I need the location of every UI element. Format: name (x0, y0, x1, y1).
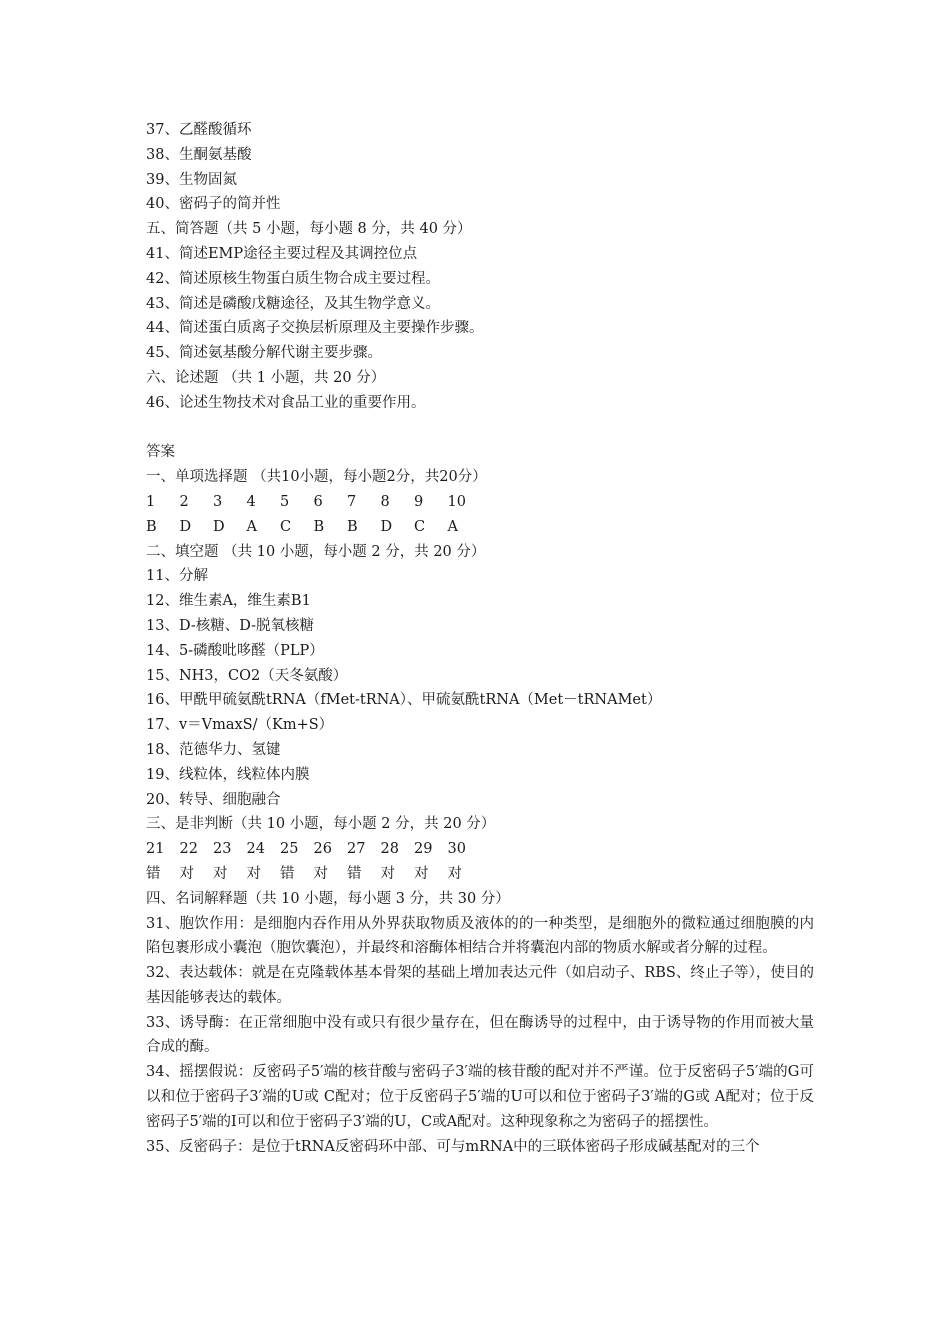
question-42: 42、简述原核生物蛋白质生物合成主要过程。 (146, 270, 440, 287)
answer-value: D (380, 518, 393, 535)
answer-number: 27 (347, 841, 366, 858)
question-45: 45、简述氨基酸分解代谢主要步骤。 (146, 345, 382, 362)
answer-value: 对 (313, 865, 328, 882)
answer-number: 2 (179, 493, 189, 510)
answer-value: 对 (246, 865, 261, 882)
answer-number: 7 (347, 493, 357, 510)
answer-value: A (447, 518, 458, 535)
answer-value: 对 (380, 865, 395, 882)
answers-section4-heading: 四、名词解释题（共 10 小题，每小题 3 分，共 30 分） (146, 890, 510, 907)
answer-33: 33、诱导酶：在正常细胞中没有或只有很少量存在，但在酶诱导的过程中，由于诱导物的作用而被大量合成的酶。 (146, 1014, 814, 1056)
answer-number: 28 (380, 841, 399, 858)
question-44: 44、简述蛋白质离子交换层析原理及主要操作步骤。 (146, 320, 484, 337)
answer-number: 5 (280, 493, 290, 510)
answer-15: 15、NH3，CO2（天冬氨酸） (146, 667, 348, 684)
question-37: 37、乙醛酸循环 (146, 122, 252, 138)
answer-value: B (347, 518, 358, 535)
answer-number: 4 (246, 493, 256, 510)
answer-12: 12、维生素A，维生素B1 (146, 593, 311, 610)
answer-value: 对 (213, 865, 228, 882)
question-46: 46、论述生物技术对食品工业的重要作用。 (146, 394, 426, 411)
answers-section3-values (146, 862, 814, 887)
document-body (146, 118, 814, 1159)
blank-line (146, 416, 814, 441)
answer-value: D (179, 518, 192, 535)
answer-11: 11、分解 (146, 568, 208, 585)
answer-31: 31、胞饮作用：是细胞内吞作用从外界获取物质及液体的的一种类型，是细胞外的微粒通过细胞膜的内陷包裹形成小囊泡（胞饮囊泡），并最终和溶酶体相结合并将囊泡内部的物质水解或者分解的过程。 (146, 915, 814, 957)
section-heading-essay: 六、论述题 （共 1 小题，共 20 分） (146, 369, 386, 386)
answer-number: 3 (213, 493, 223, 510)
answers-section1-values (146, 515, 814, 540)
answer-number: 10 (447, 493, 466, 510)
answer-value: 错 (146, 865, 161, 882)
question-41: 41、简述EMP途径主要过程及其调控位点 (146, 245, 418, 262)
answer-number: 1 (146, 493, 156, 510)
answer-value: 错 (347, 865, 362, 882)
answer-number: 22 (179, 841, 198, 858)
answer-number: 23 (213, 841, 232, 858)
question-43: 43、简述是磷酸戊糖途径，及其生物学意义。 (146, 295, 440, 312)
answer-number: 25 (280, 841, 299, 858)
answer-13: 13、D-核糖、D-脱氧核糖 (146, 617, 315, 634)
answer-number: 6 (313, 493, 323, 510)
answers-section3-numbers (146, 837, 814, 862)
answer-18: 18、范德华力、氢键 (146, 741, 281, 758)
answer-value: B (146, 518, 157, 535)
answer-16: 16、甲酰甲硫氨酰tRNA（fMet-tRNA）、甲硫氨酰tRNA（Met－tRNAMet） (146, 692, 662, 709)
answer-value: 错 (280, 865, 295, 882)
answer-value: C (280, 518, 292, 535)
answer-14: 14、5-磷酸吡哆醛（PLP） (146, 642, 324, 659)
answer-number: 21 (146, 841, 165, 858)
answer-number: 9 (414, 493, 424, 510)
answer-number: 26 (313, 841, 332, 858)
answers-title: 答案 (146, 444, 175, 461)
answer-number: 24 (246, 841, 265, 858)
answers-section2-heading: 二、填空题 （共 10 小题，每小题 2 分，共 20 分） (146, 543, 486, 560)
answer-17: 17、v＝VmaxS/（Km+S） (146, 717, 334, 734)
answer-value: 对 (414, 865, 429, 882)
answer-value: C (414, 518, 426, 535)
answer-value: D (213, 518, 225, 535)
answer-value: A (246, 518, 257, 535)
question-38: 38、生酮氨基酸 (146, 146, 252, 163)
answer-34: 34、摇摆假说：反密码子5′端的核苷酸与密码子3′端的核苷酸的配对并不严谨。位于反密码子5′端的G可以和位于密码子3′端的U或 C配对；位于反密码子5′端的U可以和位于密码子3′端的G或 A配对；位于反密码子5′端的I可以和位于密码子3′端的U，C或A配对。这种现象称之为密码子的摇摆性。 (146, 1064, 814, 1130)
answers-section1-heading: 一、单项选择题 （共10小题，每小题2分，共20分） (146, 469, 487, 486)
answer-value: 对 (447, 865, 462, 882)
answer-19: 19、线粒体，线粒体内膜 (146, 766, 310, 783)
answer-number: 8 (380, 493, 390, 510)
section-heading-short-answer: 五、简答题（共 5 小题，每小题 8 分，共 40 分） (146, 221, 472, 238)
answers-section1-numbers (146, 490, 814, 515)
answer-value: B (313, 518, 325, 535)
answer-number: 30 (447, 841, 466, 858)
answer-35: 35、反密码子：是位于tRNA反密码环中部、可与mRNA中的三联体密码子形成碱基配对的三个 (146, 1138, 760, 1155)
answer-value: 对 (179, 865, 194, 882)
answer-20: 20、转导、细胞融合 (146, 791, 281, 808)
answer-number: 29 (414, 841, 433, 858)
answers-section3-heading: 三、是非判断（共 10 小题，每小题 2 分，共 20 分） (146, 816, 496, 833)
question-40: 40、密码子的简并性 (146, 196, 281, 213)
question-39: 39、生物固氮 (146, 171, 237, 188)
answer-32: 32、表达载体：就是在克隆载体基本骨架的基础上增加表达元件（如启动子、RBS、终止子等），使目的基因能够表达的载体。 (146, 965, 814, 1006)
